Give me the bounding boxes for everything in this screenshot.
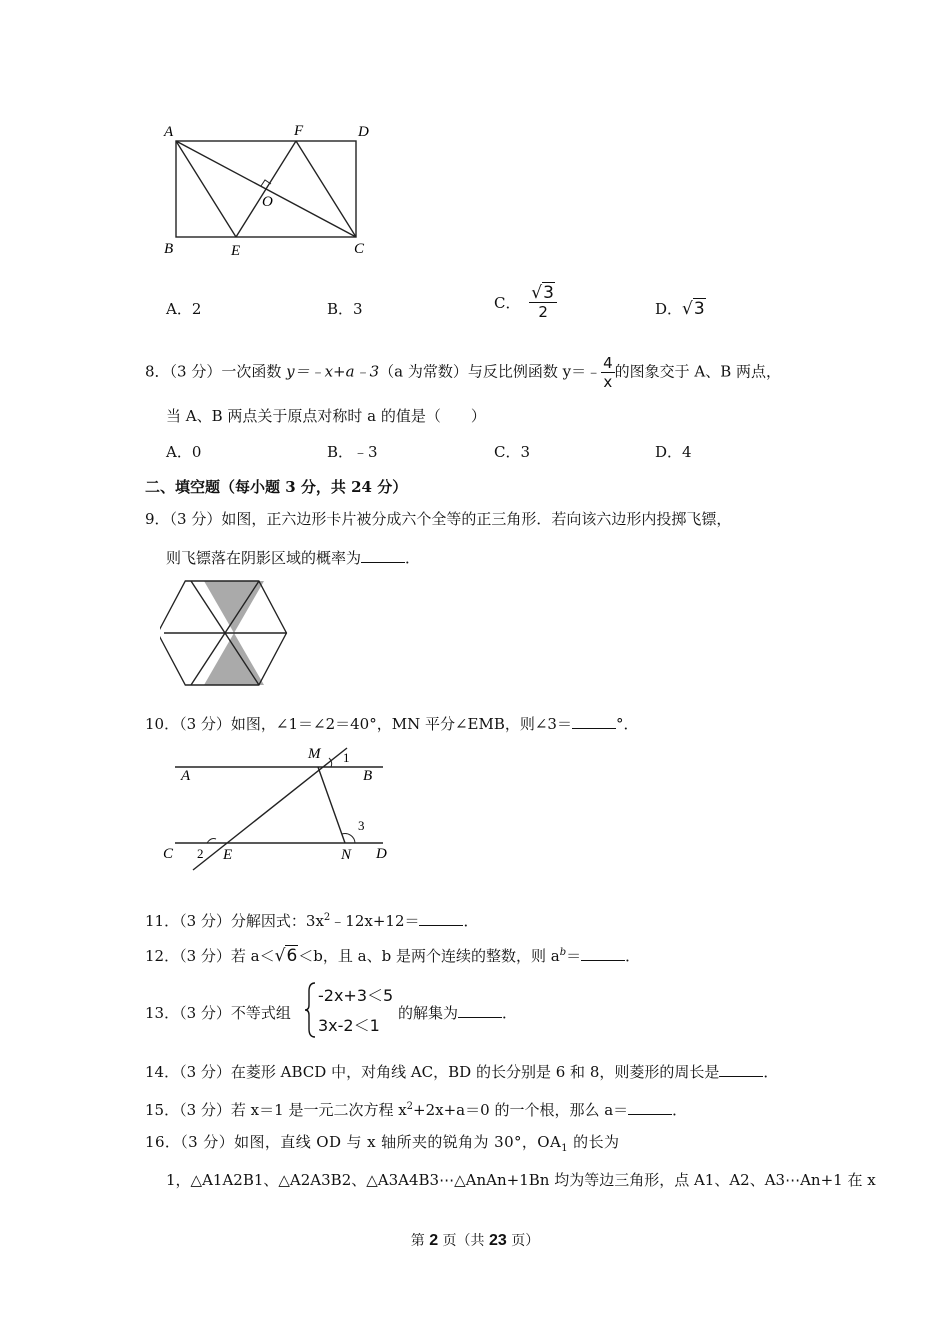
q15-answer-blank (628, 1100, 672, 1115)
q7-option-a: A．2 (166, 300, 202, 318)
q10-label-n: N (341, 847, 352, 863)
q8-frac-den: x (603, 373, 613, 391)
q9-line1: 9．（3 分）如图，正六边形卡片被分成六个全等的正三角形．若向该六边形内投掷飞镖， (145, 510, 732, 528)
q8-line2: 当 A、B 两点关于原点对称时 a 的值是（ ） (166, 407, 486, 425)
q7-label-c: C (354, 241, 365, 257)
q10-label-c: C (163, 846, 174, 862)
q10-label-a: A (181, 768, 191, 784)
q8-frac-num: 4 (603, 354, 613, 372)
q9-line2: 则飞镖落在阴影区域的概率为 ． (166, 549, 421, 567)
q10-label-e: E (223, 847, 233, 863)
q12-radicand: 6 (286, 946, 298, 966)
footer-total-pages: 23 (489, 1232, 507, 1249)
q7-option-d-radicand: 3 (693, 299, 705, 319)
q10-label-d: D (376, 846, 387, 862)
q7-option-c: C． $\frac{√3}{2}$ (494, 284, 557, 321)
q10-line: 10．（3 分）如图，∠1＝∠2＝40°，MN 平分∠EMB，则∠3＝ °． (145, 715, 639, 733)
q7-rectangle-figure (155, 118, 385, 263)
q10-answer-blank (572, 714, 616, 729)
q14-line: 14．（3 分）在菱形 ABCD 中，对角线 AC，BD 的长分别是 6 和 8，则菱形的周长是 ． (145, 1063, 779, 1081)
q8-option-b: B．﹣3 (327, 443, 378, 461)
q8-option-c: C．3 (494, 443, 531, 461)
q7-label-e: E (231, 243, 241, 259)
q7-label-f: F (294, 123, 304, 139)
q13-brace (305, 981, 317, 1039)
q7-label-a: A (164, 124, 174, 140)
q10-parallel-lines-figure (155, 740, 405, 875)
q16-line2: 1，△A1A2B1、△A2A3B2、△A3A4B3⋯△AnAn+1Bn 均为等边三角形，点 A1、A2、A3⋯An+1 在 x (166, 1171, 876, 1189)
q13-answer-blank (458, 1003, 502, 1018)
q7-option-b: B．3 (327, 300, 363, 318)
q10-label-b: B (363, 768, 373, 784)
q11-line: 11．（3 分）分解因式：$3x^2﹣12x+12=$ ． (145, 912, 479, 930)
q8-line1: 8．（3 分）一次函数 y＝﹣x+a﹣3（a 为常数）与反比例函数 y＝﹣ $\frac{4}{x}$ 的图象交于 A、B 两点， (145, 354, 782, 391)
q11-answer-blank (419, 911, 463, 926)
q15-line: 15．（3 分）若 x＝1 是一元二次方程 $x^2+2x+a=0$ 的一个根，那么 a＝ ． (145, 1101, 688, 1119)
q10-label-m: M (308, 746, 321, 762)
q13-suffix: 的解集为 ． (398, 1004, 518, 1022)
q7-label-b: B (164, 241, 174, 257)
q7-option-c-radicand: 3 (543, 283, 554, 303)
q7-option-c-den: 2 (538, 303, 548, 321)
q16-line1: 16．（3 分）如图，直线 OD 与 x 轴所夹的锐角为 30°，$OA_1$ 的长为 (145, 1133, 620, 1154)
q9-hexagon-figure (160, 575, 295, 690)
q10-label-3: 3 (358, 818, 365, 833)
q13-ineq1: -2x+3＜5 (318, 986, 394, 1005)
section-2-heading: 二、填空题（每小题 3 分，共 24 分） (145, 478, 408, 496)
page-footer: 第 2 页（共 23 页） (410, 1232, 540, 1249)
q14-answer-blank (719, 1062, 763, 1077)
q10-label-1: 1 (343, 750, 350, 765)
q8-option-a: A．0 (166, 443, 202, 461)
q10-label-2: 2 (197, 846, 204, 861)
q8-option-d: D．4 (655, 443, 692, 461)
q12-line: 12．（3 分）若 a＜√6＜b，且 a、b 是两个连续的整数，则 $a^b=$ ． (145, 946, 641, 966)
q9-answer-blank (361, 548, 405, 563)
q7-option-d: D．√3 (655, 299, 705, 319)
q7-label-d: D (358, 124, 369, 140)
q13-prefix: 13．（3 分）不等式组 (145, 1004, 291, 1022)
q13-ineq2: 3x-2＜1 (318, 1016, 380, 1035)
q12-answer-blank (581, 946, 625, 961)
q7-label-o: O (262, 194, 273, 210)
footer-page-number: 2 (429, 1232, 439, 1249)
